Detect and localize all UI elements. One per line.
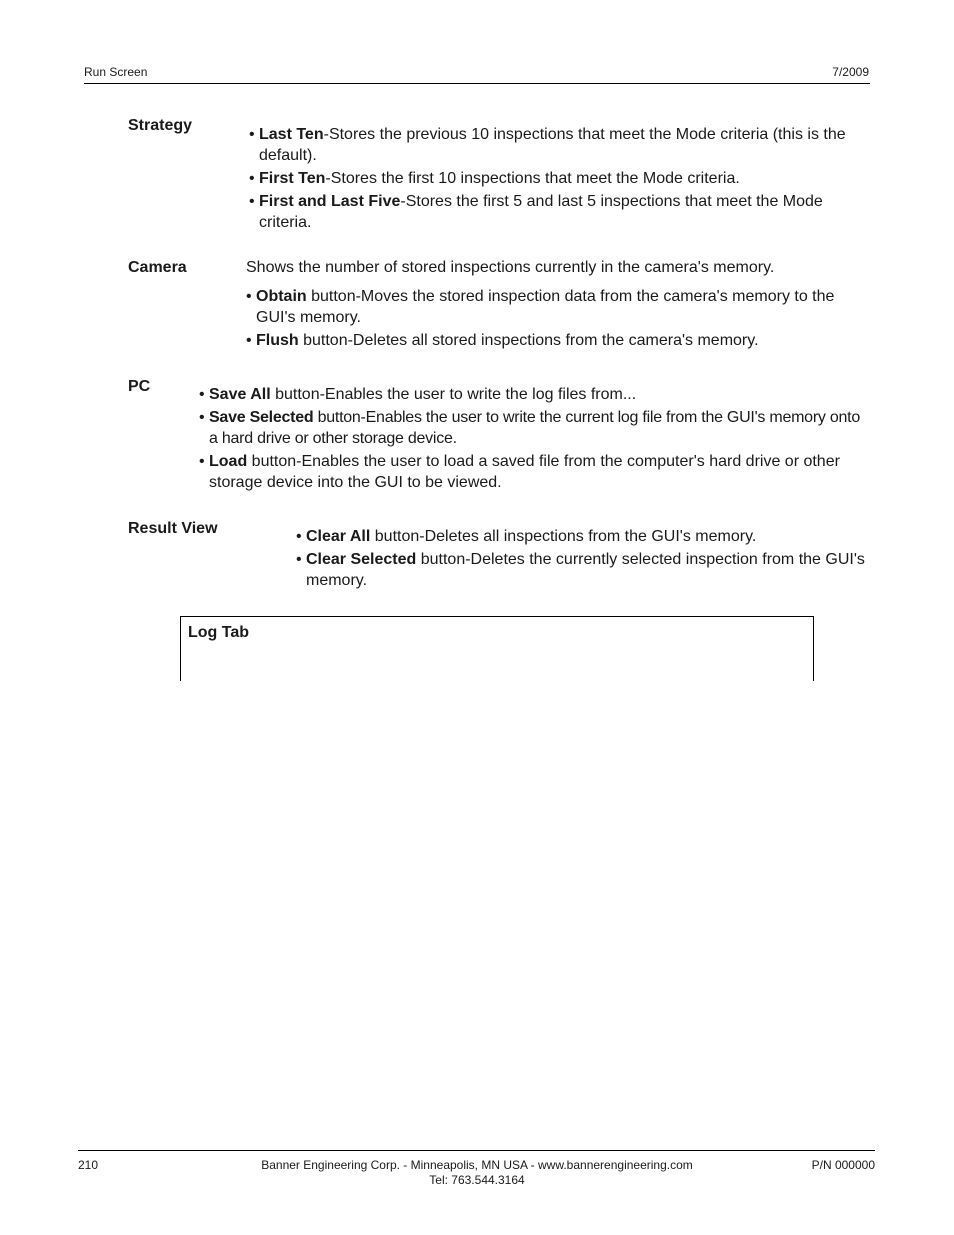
footer-company-line: Banner Engineering Corp. - Minneapolis, MN USA - www.bannerengineering.com: [261, 1158, 693, 1172]
item-text: button-Deletes all inspections from the GUI's memory.: [370, 528, 757, 545]
item-bold-label: Save Selected: [209, 409, 314, 426]
log-tab-table: [180, 616, 814, 681]
item-text: button-Enables the user to write the log files from...: [270, 386, 637, 403]
list-item: • First Ten-Stores the first 10 inspections that meet the Mode criteria.: [249, 170, 740, 187]
result-view-list: [296, 526, 871, 593]
list-item: • Obtain button-Moves the stored inspection data from the camera's memory to the GUI's memory.: [246, 288, 835, 326]
list-item: • Save All button-Enables the user to write the log files from...: [199, 386, 637, 403]
item-text: -Stores the first 5 and last 5 inspections that meet the Mode criteria.: [259, 193, 823, 231]
item-bold-label: Save All: [209, 386, 271, 403]
item-text: -Stores the first 10 inspections that meet the Mode criteria.: [325, 170, 740, 187]
item-text: button-Enables the user to write the current log file from the GUI's memory onto a hard drive or other storage device.: [209, 409, 860, 447]
list-item: • Save Selected button-Enables the user to write the current log file from the GUI's memory onto a hard drive or other storage device.: [199, 409, 860, 447]
item-text: button-Deletes the currently selected inspection from the GUI's memory.: [306, 551, 865, 589]
list-item: • Clear All button-Deletes all inspections from the GUI's memory.: [296, 528, 757, 545]
camera-intro: Shows the number of stored inspections currently in the camera's memory.: [246, 259, 775, 276]
term-result-view: Result View: [128, 520, 218, 537]
item-text: -Stores the previous 10 inspections that meet the Mode criteria (this is the default).: [259, 126, 846, 164]
item-bold-label: Clear All: [306, 528, 371, 545]
footer-divider: [78, 1150, 875, 1151]
item-bold-label: Flush: [256, 332, 299, 349]
list-item: • First and Last Five-Stores the first 5 and last 5 inspections that meet the Mode criteria.: [249, 193, 823, 231]
item-bold-label: First Ten: [259, 170, 326, 187]
list-item: • Last Ten-Stores the previous 10 inspections that meet the Mode criteria (this is the default).: [249, 126, 846, 164]
camera-list: [246, 286, 868, 353]
pc-list: [199, 384, 869, 495]
header-divider: [84, 83, 870, 84]
item-text: button-Deletes all stored inspections from the camera's memory.: [298, 332, 759, 349]
item-bold-label: First and Last Five: [259, 193, 401, 210]
item-text: button-Enables the user to load a saved file from the computer's hard drive or other storage device into the GUI to be viewed.: [209, 453, 840, 491]
item-text: button-Moves the stored inspection data from the camera's memory to the GUI's memory.: [256, 288, 835, 326]
running-header-section: Run Screen: [84, 65, 148, 79]
item-bold-label: Obtain: [256, 288, 307, 305]
item-bold-label: Clear Selected: [306, 551, 417, 568]
term-strategy: Strategy: [128, 117, 193, 134]
log-tab-heading: Log Tab: [188, 624, 250, 641]
term-camera: Camera: [128, 259, 187, 276]
term-pc: PC: [128, 378, 151, 395]
list-item: • Load button-Enables the user to load a saved file from the computer's hard drive or other storage device into the GUI to be viewed.: [199, 453, 840, 491]
running-header-date: 7/2009: [832, 65, 869, 79]
page-number: 210: [78, 1158, 99, 1172]
strategy-list: [249, 124, 864, 235]
item-bold-label: Last Ten: [259, 126, 324, 143]
item-bold-label: Load: [209, 453, 248, 470]
footer-part-number: P/N 000000: [811, 1158, 875, 1172]
list-item: • Flush button-Deletes all stored inspections from the camera's memory.: [246, 332, 759, 349]
list-item: • Clear Selected button-Deletes the currently selected inspection from the GUI's memory.: [296, 551, 865, 589]
footer-telephone: Tel: 763.544.3164: [429, 1173, 525, 1187]
